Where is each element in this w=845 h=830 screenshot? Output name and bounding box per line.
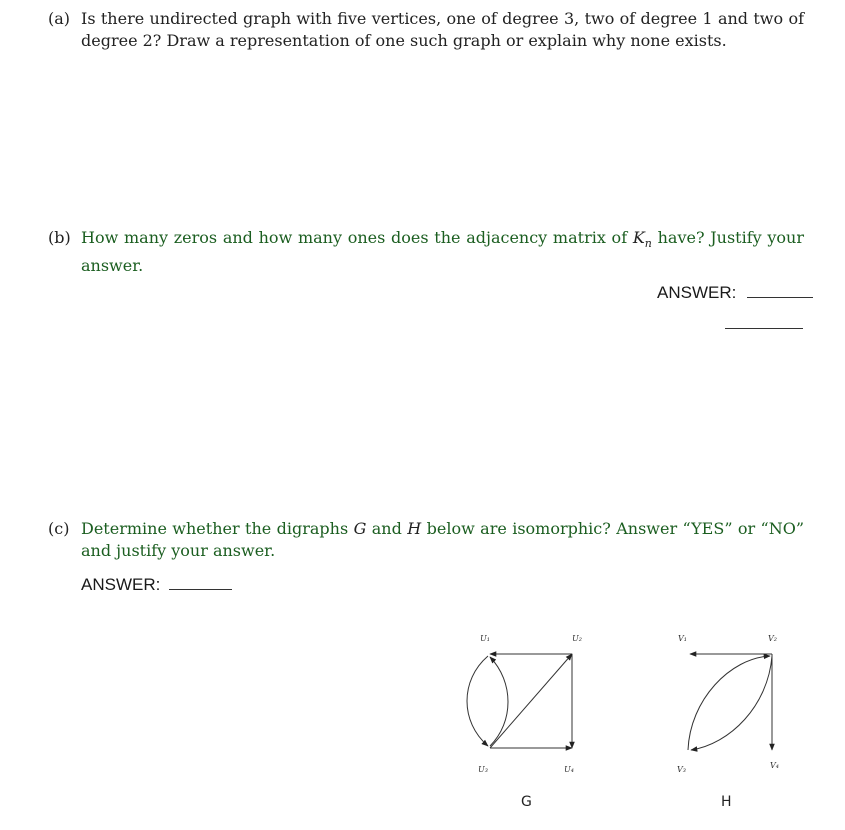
digraph-h — [688, 654, 772, 750]
vertex-u2-label: U₂ — [572, 634, 582, 643]
vertex-v1-label: V₁ — [678, 634, 687, 643]
edge-u1-u3-left — [467, 656, 488, 746]
graph-h-name: H — [721, 794, 732, 810]
question-c-text: Determine whether the digraphs G and H below are isomorphic? Answer “YES” or “NO” and justify your answer. — [81, 519, 805, 560]
digraph-g — [467, 654, 572, 748]
edge-u3-u2 — [490, 654, 572, 748]
graph-h-symbol: H — [407, 519, 422, 538]
kn-symbol: $K_n$ — [632, 228, 652, 251]
vertex-v4-label: V₄ — [770, 761, 779, 770]
question-c-label: (c) — [48, 519, 70, 538]
graph-g-name: G — [521, 794, 532, 810]
question-a-label: (a) — [48, 9, 71, 28]
question-b-label: (b) — [48, 228, 71, 247]
graph-g-symbol: G — [353, 519, 367, 538]
edge-u3-u1-right — [490, 657, 508, 746]
edge-v3-v2-curve — [688, 656, 770, 750]
vertex-u4-label: U₄ — [564, 765, 574, 774]
vertex-v3-label: V₃ — [677, 765, 686, 774]
answer-c-label: ANSWER: — [81, 575, 161, 594]
vertex-u3-label: U₃ — [478, 765, 488, 774]
vertex-u1-label: U₁ — [480, 634, 490, 643]
vertex-v2-label: V₂ — [768, 634, 777, 643]
question-b-text: How many zeros and how many ones does the adjacency matrix of $K_n$ have? Justify your answer. — [81, 228, 805, 276]
answer-b-label: ANSWER: — [657, 283, 737, 302]
question-a-text: Is there undirected graph with five vertices, one of degree 3, two of degree 1 and two of degree 2? Draw a representation of one such graph or explain why none exists. — [81, 9, 804, 50]
